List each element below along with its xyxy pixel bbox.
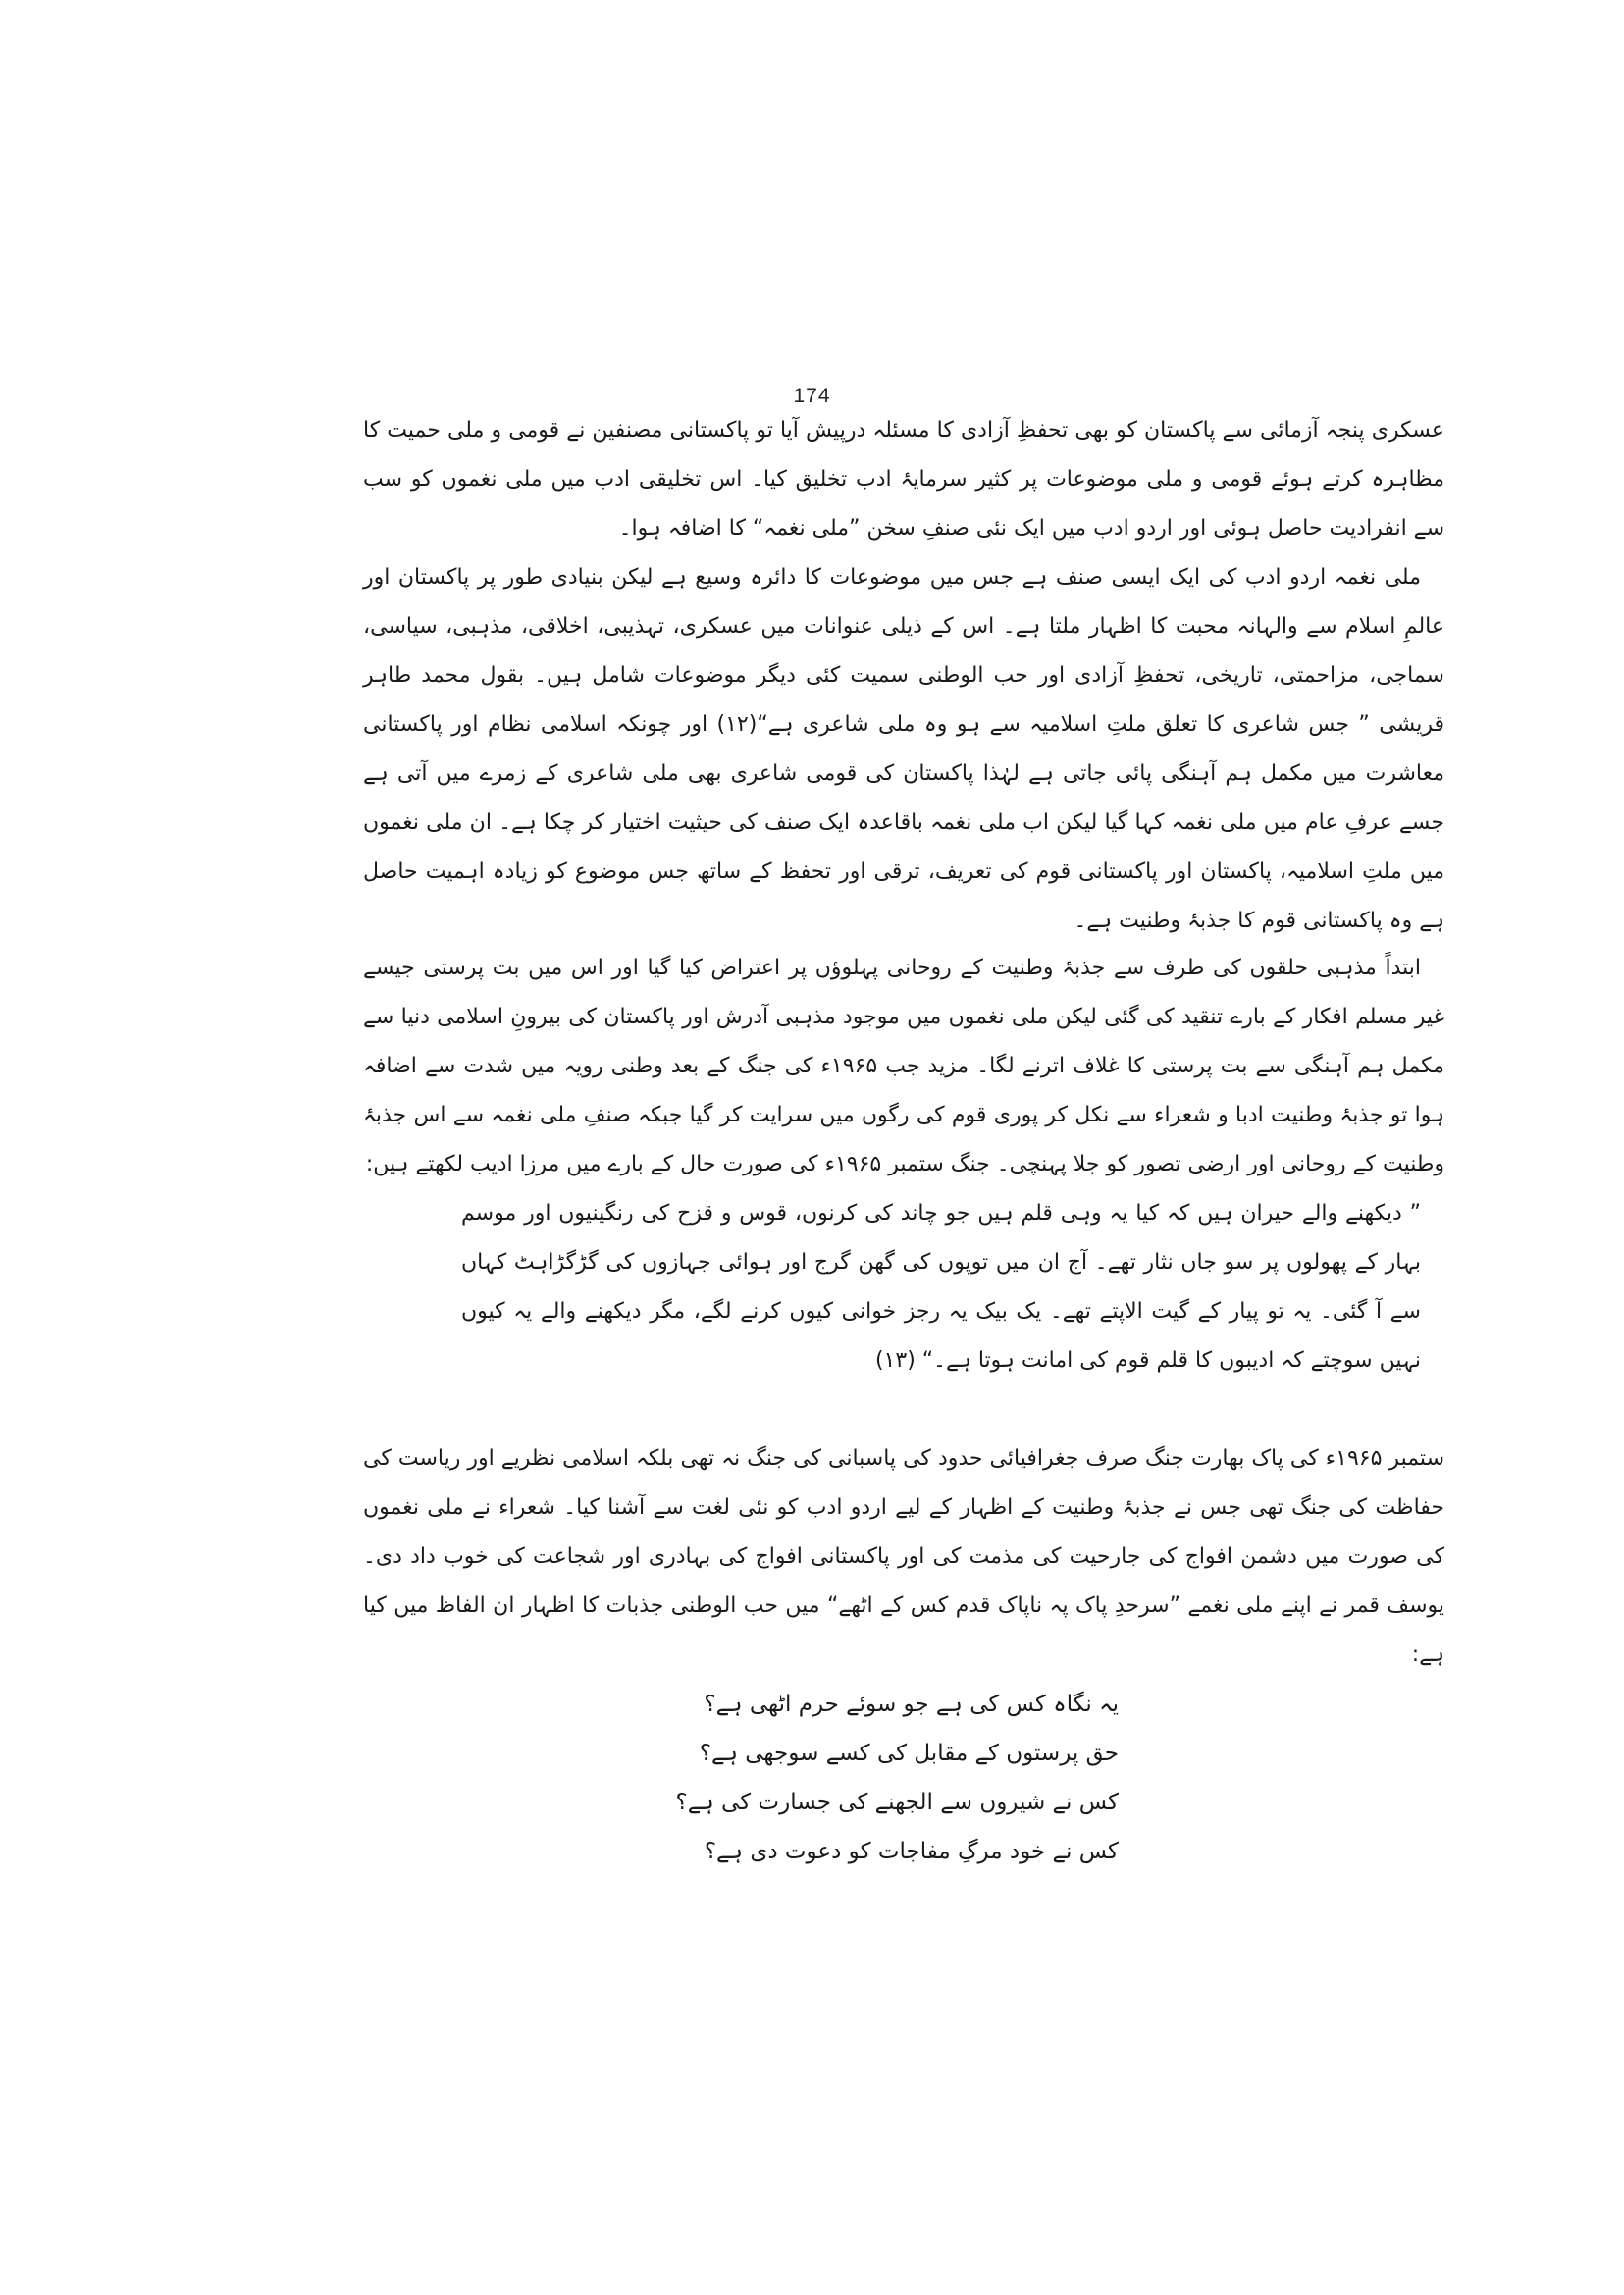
block-quote: [461, 1189, 1421, 1385]
paragraph-3: [363, 944, 1444, 1189]
paragraph-text: ملی نغمہ اردو ادب کی ایک ایسی صنف ہے جس میں موضوعات کا دائرہ وسیع ہے لیکن بنیادی طور پر پاکستان اور عالمِ اسلام سے والہانہ محبت کا اظہار ملتا ہے۔ اس کے ذیلی عنوانات میں عسکری، تہذیبی، اخلاقی، مذہبی، سیاسی، سماجی، مزاحمتی، تاریخی، تحفظِ آزادی اور حب الوطنی سمیت کئی دیگر موضوعات شامل ہیں۔ بقول محمد طاہر قریشی ” جس شاعری کا تعلق ملتِ اسلامیہ سے ہو وہ ملی شاعری ہے“(۱۲) اور چونکہ اسلامی نظام اور پاکستانی معاشرت میں مکمل ہم آہنگی پائی جاتی ہے لہٰذا پاکستان کی قومی شاعری بھی ملی شاعری کے زمرے میں آتی ہے جسے عرفِ عام میں ملی نغمہ کہا گیا لیکن اب ملی نغمہ باقاعدہ ایک صنف کی حیثیت اختیار کر چکا ہے۔ ان ملی نغموں میں ملتِ اسلامیہ، پاکستان اور پاکستانی قوم کی تعریف، ترقی اور تحفظ کے ساتھ جس موضوع کو زیادہ اہمیت حاصل ہے وہ پاکستانی قوم کا جذبۂ وطنیت ہے۔: [363, 565, 1445, 933]
paragraph-2: [363, 553, 1444, 946]
poem-line: کس نے شیروں سے الجھنے کی جسارت کی ہے؟: [675, 1790, 1119, 1815]
page-number: 174: [793, 385, 831, 407]
poem-line: یہ نگاہ کس کی ہے جو سوئے حرم اٹھی ہے؟: [704, 1692, 1119, 1717]
quote-text: ” دیکھنے والے حیران ہیں کہ کیا یہ وہی قلم ہیں جو چاند کی کرنوں، قوس و قزح کی رنگینیوں اور موسم بہار کے پھولوں پر سو جاں نثار تھے۔ آج ان میں توپوں کی گھن گرج اور ہوائی جہازوں کی گڑگڑاہٹ کہاں سے آ گئی۔ یہ تو پیار کے گیت الاپتے تھے۔ یک بیک یہ رجز خوانی کیوں کرنے لگے، مگر دیکھنے والے یہ کیوں نہیں سوچتے کہ ادیبوں کا قلم قوم کی امانت ہوتا ہے۔“ (۱۳): [461, 1201, 1421, 1373]
poem-verses: [608, 1680, 1119, 1876]
poem-line: حق پرستوں کے مقابل کی کسے سوجھی ہے؟: [699, 1741, 1119, 1766]
paragraph-text: ابتداً مذہبی حلقوں کی طرف سے جذبۂ وطنیت کے روحانی پہلوؤں پر اعتراض کیا گیا اور اس میں بت پرستی جیسے غیر مسلم افکار کے بارے تنقید کی گئی لیکن ملی نغموں میں موجود مذہبی آدرش اور پاکستان کی بیرونِ اسلامی دنیا سے مکمل ہم آہنگی سے بت پرستی کا غلاف اترنے لگا۔ مزید جب ۱۹۶۵ء کی جنگ کے بعد وطنی رویہ میں شدت سے اضافہ ہوا تو جذبۂ وطنیت ادبا و شعراء سے نکل کر پوری قوم کی رگوں میں سرایت کر گیا جبکہ صنفِ ملی نغمہ سے اس جذبۂ وطنیت کے روحانی اور ارضی تصور کو جلا پہنچی۔ جنگ ستمبر ۱۹۶۵ء کی صورت حال کے بارے میں مرزا ادیب لکھتے ہیں:: [363, 956, 1444, 1176]
poem-line: کس نے خود مرگِ مفاجات کو دعوت دی ہے؟: [704, 1839, 1119, 1864]
paragraph-text: ستمبر ۱۹۶۵ء کی پاک بھارت جنگ صرف جغرافیائی حدود کی پاسبانی کی جنگ نہ تھی بلکہ اسلامی نظریے اور ریاست کی حفاظت کی جنگ تھی جس نے جذبۂ وطنیت کے اظہار کے لیے اردو ادب کو نئی لغت سے آشنا کیا۔ شعراء نے ملی نغموں کی صورت میں دشمن افواج کی جارحیت کی مذمت کی اور پاکستانی افواج کی بہادری اور شجاعت کی خوب داد دی۔ یوسف قمر نے اپنے ملی نغمے ”سرحدِ پاک پہ ناپاک قدم کس کے اٹھے“ میں حب الوطنی جذبات کا اظہار ان الفاظ میں کیا ہے:: [363, 1446, 1445, 1667]
paragraph-4: [363, 1434, 1444, 1680]
paragraph-text: عسکری پنجہ آزمائی سے پاکستان کو بھی تحفظِ آزادی کا مسئلہ درپیش آیا تو پاکستانی مصنفین نے قومی و ملی حمیت کا مظاہرہ کرتے ہوئے قومی و ملی موضوعات پر کثیر سرمایۂ ادب تخلیق کیا۔ اس تخلیقی ادب میں ملی نغموں کو سب سے انفرادیت حاصل ہوئی اور اردو ادب میں ایک نئی صنفِ سخن ”ملی نغمہ“ کا اضافہ ہوا۔: [363, 418, 1444, 541]
paragraph-1: [363, 406, 1444, 553]
